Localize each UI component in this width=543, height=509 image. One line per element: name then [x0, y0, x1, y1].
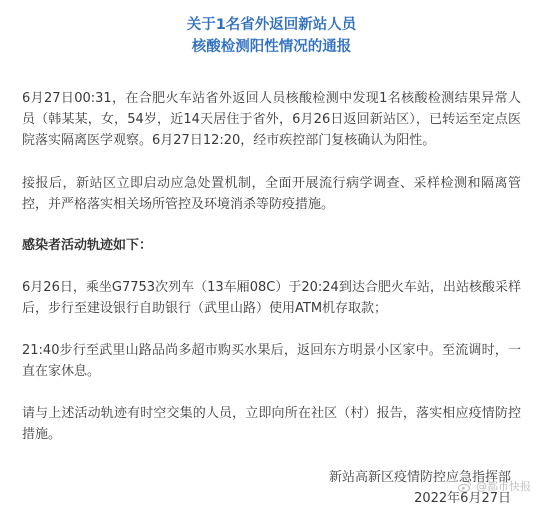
- signature-org: 新站高新区疫情防控应急指挥部: [328, 470, 511, 485]
- paragraph-trajectory-1: 6月26日，乘坐G7753次列车（13车厢08C）于20:24到达合肥火车站，出站核酸采样后，步行至建设银行自助银行（武里山路）使用ATM机存取款；: [22, 280, 521, 316]
- notice-title: [22, 14, 521, 58]
- watermark: [458, 478, 531, 494]
- signature-date: 2022年6月27日: [414, 491, 511, 506]
- weibo-icon: [458, 481, 472, 492]
- signature-block: [22, 467, 521, 509]
- paragraph-request: 请与上述活动轨迹有时空交集的人员，立即向所在社区（村）报告，落实相应疫情防控措施。: [22, 406, 521, 442]
- paragraph-case-report: 6月27日00:31，在合肥火车站省外返回人员核酸检测中发现1名核酸检测结果异常人员（韩某某，女，54岁，近14天居住于省外，6月26日返回新站区），已转运至定点医院落实隔离医学观察。6月27日12:20，经市疾控部门复核确认为阳性。: [22, 91, 521, 148]
- title-line-1: 关于1名省外返回新站人员: [186, 17, 357, 33]
- title-line-2: 核酸检测阳性情况的通报: [191, 39, 352, 55]
- section-heading-trajectory: 感染者活动轨迹如下：: [22, 238, 153, 253]
- watermark-text: @都市快报: [476, 480, 531, 493]
- paragraph-trajectory-2: 21:40步行至武里山路品尚多超市购买水果后，返回东方明景小区家中。至流调时，一直在家休息。: [22, 343, 521, 379]
- paragraph-response: 接报后，新站区立即启动应急处置机制，全面开展流行病学调查、采样检测和隔离管控，并严格落实相关场所管控及环境消杀等防疫措施。: [22, 176, 521, 212]
